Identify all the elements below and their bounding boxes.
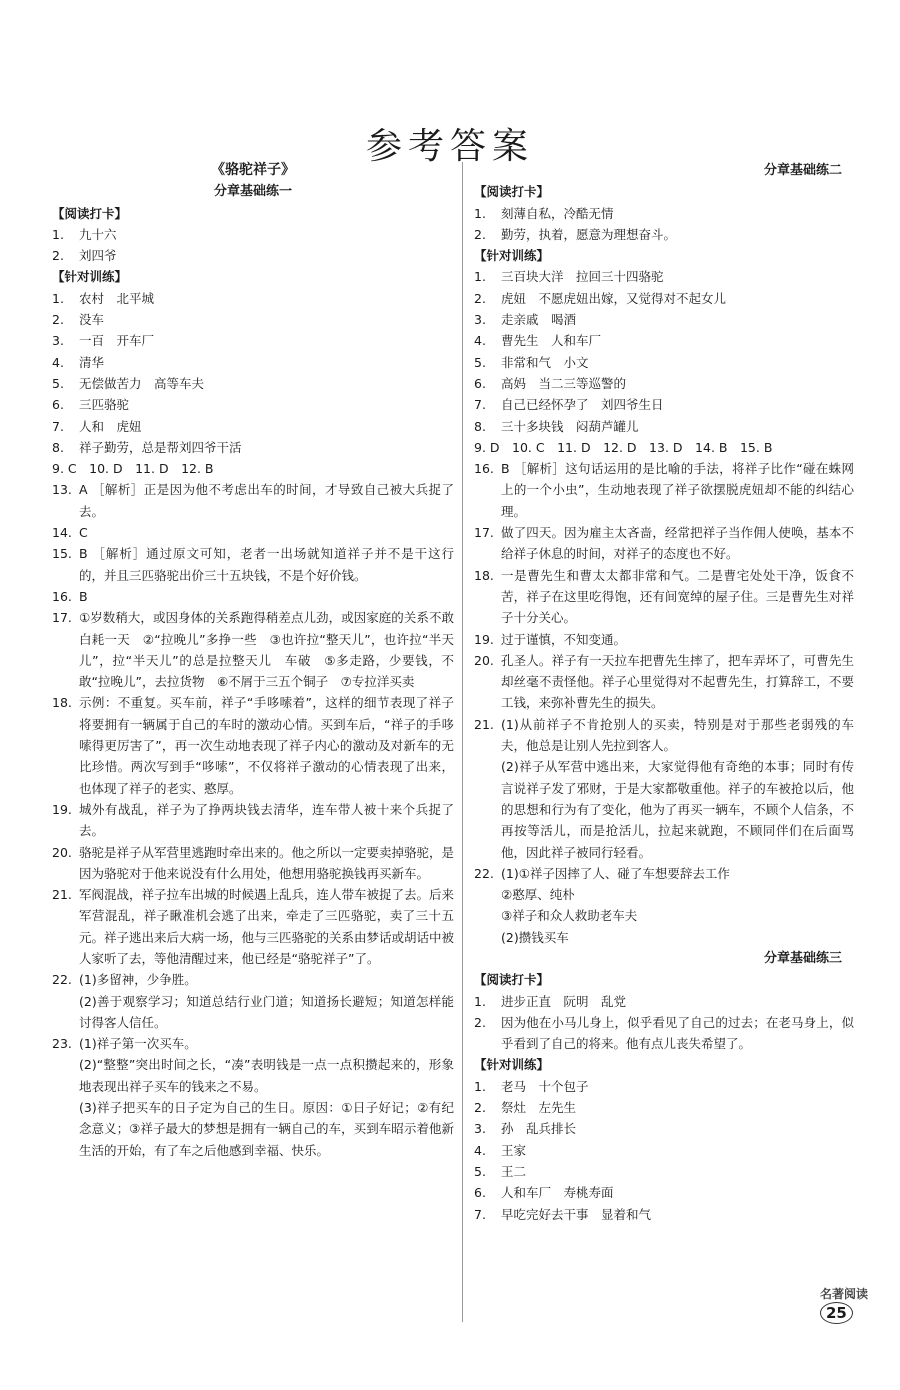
section-label: 【阅读打卡】 xyxy=(52,205,128,221)
answer-item xyxy=(52,799,454,842)
answer-text: 人和 虎妞 xyxy=(79,418,142,434)
answer-item xyxy=(52,288,454,309)
answer-item xyxy=(474,224,854,245)
answer-item xyxy=(52,416,454,437)
answer-text: 清华 xyxy=(79,354,105,370)
answer-item xyxy=(52,543,454,586)
answer-number: 5. xyxy=(52,375,64,391)
answer-item xyxy=(52,969,454,1033)
answer-number: 1. xyxy=(474,1078,486,1094)
answer-item xyxy=(474,1140,854,1161)
answer-text: 因为他在小马儿身上，似乎看见了自己的过去；在老马身上，似乎看到了自己的将来。他有点儿丧失希望了。 xyxy=(501,1014,854,1052)
answer-number: 8. xyxy=(474,418,486,434)
answer-line: 9. D 10. C 11. D 12. D 13. D 14. B 15. B xyxy=(474,439,773,455)
answer-number: 1. xyxy=(474,269,486,285)
answer-item xyxy=(474,522,854,565)
answer-item xyxy=(474,309,854,330)
right-entries xyxy=(474,160,854,1225)
section-heading: 分章基础练二 xyxy=(763,163,842,178)
answer-number: 21. xyxy=(52,887,72,903)
section-heading: 分章基础练三 xyxy=(763,950,842,966)
answer-item xyxy=(52,522,454,543)
answer-item xyxy=(52,330,454,351)
answer-number: 2. xyxy=(52,312,64,328)
answer-number: 2. xyxy=(474,1014,486,1030)
answer-number: 6. xyxy=(474,1185,486,1201)
answer-text: (1)祥子第一次买车。 (2)“整整”突出时间之长，“凑”表明钱是一点一点积攒起来的，形象地表现出祥子买车的钱来之不易。 (3)祥子把买车的日子定为自己的生日。原因：①日子好记；②有纪念意义；③祥子最大的梦想是拥有一辆自己的车，买到车昭示着他新生活的开始，有了车之后他感到幸福、快乐。 xyxy=(79,1036,454,1158)
answer-text: 一是曹先生和曹太太都非常和气。二是曹宅处处干净，饭食不苦，祥子在这里吃得饱，还有间宽绰的屋子住。三是曹先生对祥子十分关心。 xyxy=(501,567,854,626)
answer-item xyxy=(474,565,854,629)
answer-text: 没车 xyxy=(79,312,105,328)
answer-item xyxy=(474,714,854,863)
answer-item xyxy=(52,373,454,394)
answer-number: 7. xyxy=(52,418,64,434)
answer-item xyxy=(474,288,854,309)
answer-number: 6. xyxy=(52,397,64,413)
page-number: 25 xyxy=(820,1302,853,1324)
answer-text: 三百块大洋 拉回三十四骆驼 xyxy=(501,269,664,285)
section-label: 【阅读打卡】 xyxy=(474,972,550,988)
answer-text: B xyxy=(79,588,88,604)
answer-text: 刻薄自私，冷酷无情 xyxy=(501,205,614,221)
answer-item xyxy=(52,586,454,607)
answer-text: 祭灶 左先生 xyxy=(501,1100,577,1116)
answer-item xyxy=(474,1012,854,1055)
answer-item xyxy=(474,373,854,394)
answer-text: 非常和气 小文 xyxy=(501,354,589,370)
answer-number: 21. xyxy=(474,716,494,732)
answer-number: 16. xyxy=(474,461,494,477)
answer-number: 7. xyxy=(474,1206,486,1222)
answer-number: 19. xyxy=(474,631,494,647)
answer-text: 三十多块钱 闷葫芦罐儿 xyxy=(501,418,639,434)
answer-number: 23. xyxy=(52,1036,72,1052)
answer-text: 农村 北平城 xyxy=(79,290,155,306)
answer-text: 三匹骆驼 xyxy=(79,397,130,413)
answer-item xyxy=(474,203,854,224)
answer-text: 示例：不重复。买车前，祥子“手哆嗦着”，这样的细节表现了祥子将要拥有一辆属于自己的车时的激动心情。买到车后，“祥子的手哆嗦得更厉害了”，再一次生动地表现了祥子内心的激动及对新车的无比珍惜。两次写到手“哆嗦”，不仅将祥子激动的心情表现了出来，也体现了祥子的老实、憨厚。 xyxy=(79,695,454,796)
answer-number: 20. xyxy=(474,652,494,668)
section-label: 【针对训练】 xyxy=(474,1057,550,1073)
answer-number: 3. xyxy=(474,1121,486,1137)
answer-number: 14. xyxy=(52,525,72,541)
answer-text: 走亲戚 喝酒 xyxy=(501,312,577,328)
answer-text: B ［解析］这句话运用的是比喻的手法，将祥子比作“碰在蛛网上的一个小虫”，生动地表现了祥子欲摆脱虎妞却不能的纠结心理。 xyxy=(501,461,854,519)
section-label: 【针对训练】 xyxy=(52,269,128,285)
answer-number: 20. xyxy=(52,844,72,860)
column-divider xyxy=(462,162,463,1322)
answer-number: 2. xyxy=(474,1100,486,1116)
answer-number: 19. xyxy=(52,801,72,817)
answer-text: C xyxy=(79,525,88,541)
answer-item xyxy=(474,1076,854,1097)
answer-item xyxy=(52,245,454,266)
answer-item xyxy=(474,1161,854,1182)
answer-number: 1. xyxy=(52,226,64,242)
answer-text: B ［解析］通过原文可知，老者一出场就知道祥子并不是干这行的，并且三匹骆驼出价三十五块钱，不是个好价钱。 xyxy=(79,546,454,583)
left-entries xyxy=(52,181,454,1161)
answer-item xyxy=(474,266,854,287)
answer-number: 18. xyxy=(474,567,494,583)
answer-text: (1)从前祥子不肯抢别人的买卖，特别是对于那些老弱残的车夫，他总是让别人先拉到客人。 (2)祥子从军营中逃出来，大家觉得他有奇绝的本事；同时有传言说祥子发了邪财，于是大家都敬重他。祥子的车被抢以后，他的思想和行为有了变化，他为了再买一辆车，不顾个人信条，不再按等活儿，而是抢活儿，拉起来就跑，不顾同伴们在后面骂他，因此祥子被同行轻看。 xyxy=(501,716,854,860)
answer-item xyxy=(474,394,854,415)
answer-item xyxy=(52,224,454,245)
answer-text: 刘四爷 xyxy=(79,248,117,264)
answer-item xyxy=(52,479,454,522)
answer-text: 早吃完好去干事 显着和气 xyxy=(501,1206,652,1222)
answer-number: 22. xyxy=(474,865,494,881)
answer-item xyxy=(52,1033,454,1161)
answer-text: 勤劳，执着，愿意为理想奋斗。 xyxy=(501,226,677,242)
answer-number: 18. xyxy=(52,695,72,711)
answer-text: 虎妞 不愿虎妞出嫁，又觉得对不起女儿 xyxy=(501,290,727,306)
answer-text: 老马 十个包子 xyxy=(501,1078,589,1094)
answer-number: 1. xyxy=(474,993,486,1009)
answer-number: 4. xyxy=(52,354,64,370)
answer-text: 曹先生 人和车厂 xyxy=(501,333,602,349)
answer-number: 7. xyxy=(474,397,486,413)
left-column xyxy=(52,160,454,1161)
answer-item xyxy=(474,330,854,351)
answer-number: 1. xyxy=(52,290,64,306)
answer-item xyxy=(52,884,454,969)
answer-item xyxy=(52,352,454,373)
page-badge xyxy=(820,1283,900,1324)
answer-item xyxy=(474,416,854,437)
answer-text: 高妈 当二三等巡警的 xyxy=(501,375,627,391)
answer-item xyxy=(474,1204,854,1225)
answer-number: 5. xyxy=(474,354,486,370)
answer-number: 6. xyxy=(474,375,486,391)
answer-text: 骆驼是祥子从军营里逃跑时牵出来的。他之所以一定要卖掉骆驼，是因为骆驼对于他来说没有什么用处，他想用骆驼换钱再买新车。 xyxy=(79,844,455,881)
answer-item xyxy=(474,629,854,650)
answer-text: 王二 xyxy=(501,1163,527,1179)
right-column xyxy=(474,160,854,1225)
answer-item xyxy=(52,394,454,415)
answer-item xyxy=(474,1097,854,1118)
answer-number: 5. xyxy=(474,1163,486,1179)
answer-text: 自己已经怀孕了 刘四爷生日 xyxy=(501,397,664,413)
answer-text: 孙 乱兵排长 xyxy=(501,1121,577,1137)
answer-text: ①岁数稍大，或因身体的关系跑得稍差点儿劲，或因家庭的关系不敢白耗一天 ②“拉晚儿”多挣一些 ③也许拉“整天儿”，也许拉“半天儿”，拉“半天儿”的总是拉整天儿 车破 ⑤多走路，少要钱，不敢“拉晚儿”，去拉货物 ⑥不屑于三五个铜子 ⑦专拉洋买卖 xyxy=(79,610,454,690)
answer-text: (1)①祥子因摔了人、碰了车想要辞去工作 ②憨厚、纯朴 ③祥子和众人救助老车夫 (2)攒钱买车 xyxy=(501,865,730,945)
answer-text: (1)多留神，少争胜。 (2)善于观察学习；知道总结行业门道；知道扬长避短；知道怎样能讨得客人信任。 xyxy=(79,972,454,1030)
answer-item xyxy=(474,458,854,522)
answer-number: 2. xyxy=(474,290,486,306)
answer-number: 2. xyxy=(52,248,64,264)
answer-item xyxy=(52,309,454,330)
answer-item xyxy=(474,1118,854,1139)
answer-item xyxy=(52,607,454,692)
answer-number: 17. xyxy=(52,610,72,626)
answer-number: 3. xyxy=(474,312,486,328)
answer-number: 4. xyxy=(474,333,486,349)
answer-text: 孔圣人。祥子有一天拉车把曹先生摔了，把车弄坏了，可曹先生却丝毫不责怪他。祥子心里觉得对不起曹先生，打算辞工，不要工钱，来弥补曹先生的损失。 xyxy=(501,652,854,711)
answer-text: 过于谨慎，不知变通。 xyxy=(501,631,627,647)
answer-item xyxy=(474,863,854,948)
answer-number: 15. xyxy=(52,546,72,562)
page-title: 参考答案 xyxy=(365,126,534,167)
answer-number: 17. xyxy=(474,525,494,541)
answer-number: 22. xyxy=(52,972,72,988)
answer-text: 王家 xyxy=(501,1142,527,1158)
answer-item xyxy=(52,842,454,885)
answer-text: 祥子勤劳，总是帮刘四爷干活 xyxy=(79,439,242,455)
section-label: 【阅读打卡】 xyxy=(474,184,550,200)
answer-text: 进步正直 阮明 乱党 xyxy=(501,993,627,1009)
answer-number: 3. xyxy=(52,333,64,349)
answer-item xyxy=(474,1182,854,1203)
answer-text: 城外有战乱，祥子为了挣两块钱去清华，连车带人被十来个兵捉了去。 xyxy=(79,801,454,839)
answer-text: 人和车厂 寿桃寿面 xyxy=(501,1185,614,1201)
answer-item xyxy=(52,692,454,798)
answer-number: 2. xyxy=(474,226,486,242)
answer-text: 军阀混战，祥子拉车出城的时候遇上乱兵，连人带车被捉了去。后来军营混乱，祥子瞅准机会逃了出来，牵走了三匹骆驼，卖了三十五元。祥子逃出来后大病一场，他与三匹骆驼的关系由梦话或胡话中被人家听了去，等他清醒过来，他已经是“骆驼祥子”了。 xyxy=(79,887,455,966)
answer-item xyxy=(474,352,854,373)
answer-text: 一百 开车厂 xyxy=(79,333,155,349)
answer-number: 13. xyxy=(52,482,72,498)
answer-text: 做了四天。因为雇主太吝啬，经常把祥子当作佣人使唤，基本不给祥子休息的时间，对祥子的态度也不好。 xyxy=(501,525,854,562)
book-title: 《骆驼祥子》 xyxy=(211,162,295,178)
answer-line: 9. C 10. D 11. D 12. B xyxy=(52,461,214,477)
section-heading: 分章基础练一 xyxy=(213,184,292,200)
answer-number: 16. xyxy=(52,588,72,604)
answer-number: 4. xyxy=(474,1142,486,1158)
answer-item xyxy=(474,650,854,714)
answer-item xyxy=(52,437,454,458)
answer-number: 1. xyxy=(474,205,486,221)
answer-text: 无偿做苦力 高等车夫 xyxy=(79,375,205,391)
answer-item xyxy=(474,991,854,1012)
answer-number: 8. xyxy=(52,439,64,455)
answer-text: 九十六 xyxy=(79,226,117,242)
answer-text: A ［解析］正是因为他不考虑出车的时间，才导致自己被大兵捉了去。 xyxy=(79,482,454,519)
footer-brand: 名著阅读 xyxy=(820,1287,869,1301)
section-label: 【针对训练】 xyxy=(474,248,550,264)
